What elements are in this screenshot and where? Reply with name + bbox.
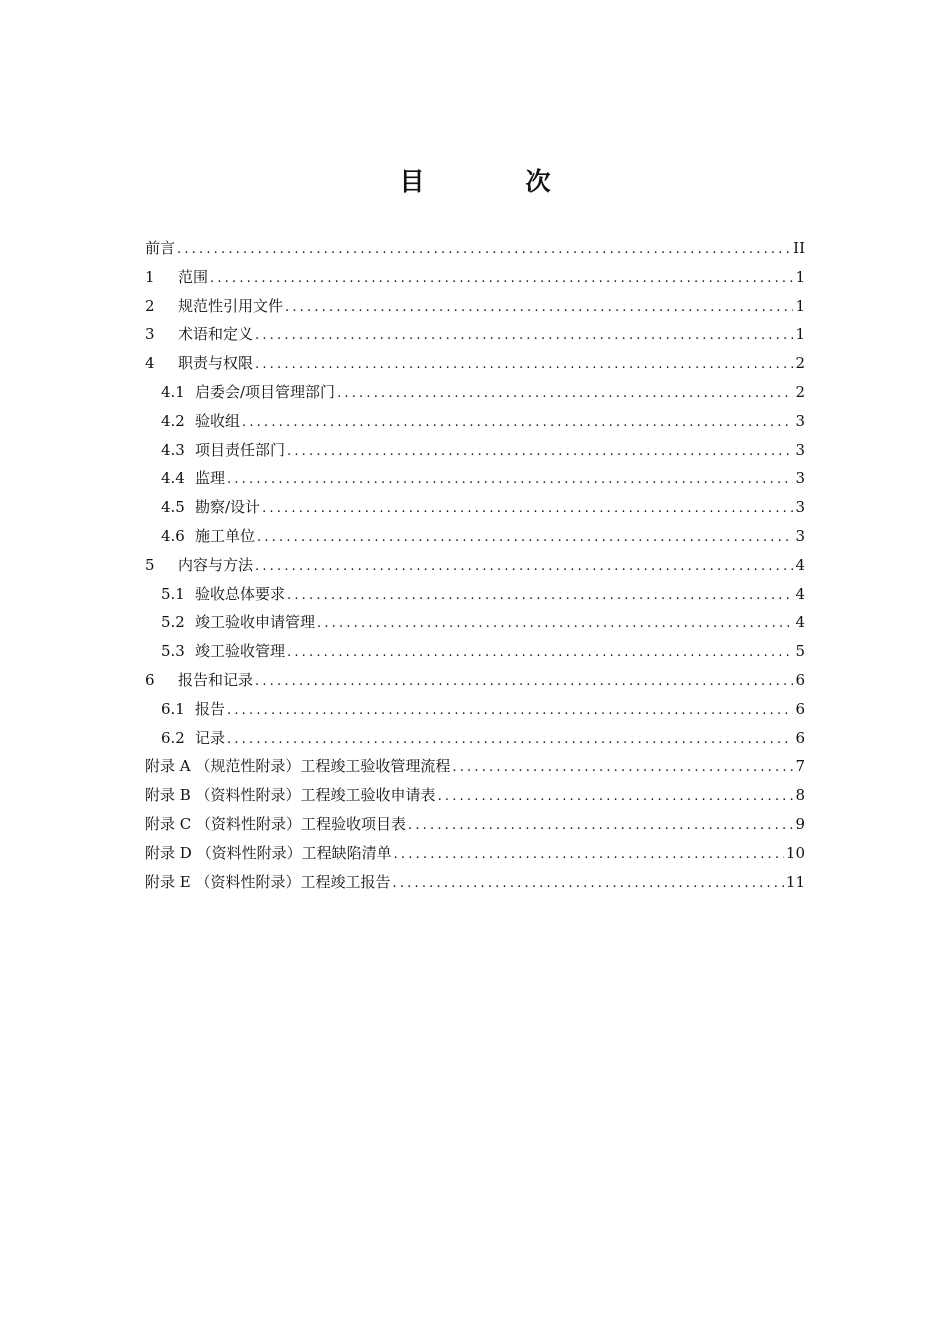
toc-entry-title: 附录 E （资料性附录）工程竣工报告 — [145, 872, 391, 891]
toc-page-number: 3 — [795, 498, 805, 517]
toc-page-number: 10 — [785, 843, 805, 862]
toc-dot-leader — [255, 668, 793, 697]
toc-page-number: 3 — [795, 526, 805, 545]
toc-dot-leader — [287, 639, 793, 668]
toc-page-number: 6 — [795, 728, 805, 747]
toc-entry-title: 术语和定义 — [178, 325, 254, 344]
page-title: 目 次 — [399, 167, 589, 196]
toc-page-number: 1 — [795, 267, 805, 286]
toc-page-number: 6 — [795, 699, 805, 718]
toc-entry-title: 验收组 — [195, 411, 241, 430]
toc-dot-leader — [242, 409, 793, 438]
toc-dot-leader — [393, 870, 784, 899]
toc-entry[interactable] — [145, 695, 805, 724]
toc-entry[interactable] — [145, 810, 805, 839]
toc-dot-leader — [227, 466, 793, 495]
toc-entry-title: 范围 — [178, 267, 209, 286]
toc-entry[interactable] — [145, 464, 805, 493]
toc-page-number: 9 — [795, 814, 805, 833]
toc-dot-leader — [337, 380, 793, 409]
toc-entry-number: 2 — [145, 296, 155, 315]
toc-dot-leader — [452, 754, 793, 783]
toc-entry-number: 4.1 — [161, 382, 185, 401]
toc-entry-number: 5.1 — [161, 584, 185, 603]
toc-entry-number: 4.5 — [161, 498, 185, 517]
toc-page-number: 2 — [795, 354, 805, 373]
toc-entry[interactable] — [145, 320, 805, 349]
toc-entry[interactable] — [145, 608, 805, 637]
toc-entry-title: 施工单位 — [195, 526, 256, 545]
toc-dot-leader — [317, 610, 793, 639]
toc-dot-leader — [255, 553, 793, 582]
toc-entry[interactable] — [145, 522, 805, 551]
toc-entry-number: 4.4 — [161, 469, 185, 488]
toc-page-number: 7 — [795, 757, 805, 776]
toc-entry-title: 附录 B （资料性附录）工程竣工验收申请表 — [145, 786, 436, 805]
toc-dot-leader — [408, 812, 793, 841]
toc-page-number: 3 — [795, 440, 805, 459]
toc-entry-number: 3 — [145, 325, 155, 344]
toc-entry-number: 6 — [145, 670, 155, 689]
toc-entry[interactable] — [145, 752, 805, 781]
toc-page-number: 2 — [795, 382, 805, 401]
toc-page-number: 1 — [795, 325, 805, 344]
toc-dot-leader — [438, 783, 794, 812]
toc-entry-number: 6.1 — [161, 699, 185, 718]
toc-entry-number: 5.3 — [161, 642, 185, 661]
toc-dot-leader — [285, 294, 793, 323]
toc-entry-title: 启委会/项目管理部门 — [195, 382, 336, 401]
toc-entry-number: 5.2 — [161, 613, 185, 632]
toc-entry-title: 附录 C （资料性附录）工程验收项目表 — [145, 814, 407, 833]
toc-page-number: 4 — [795, 613, 805, 632]
toc-entry[interactable] — [145, 666, 805, 695]
toc-entry-title: 附录 A （规范性附录）工程竣工验收管理流程 — [145, 757, 451, 776]
toc-entry[interactable] — [145, 724, 805, 753]
toc-entry[interactable] — [145, 234, 805, 263]
toc-dot-leader — [255, 351, 793, 380]
toc-page-number: 3 — [795, 411, 805, 430]
toc-entry[interactable] — [145, 839, 805, 868]
toc-dot-leader — [177, 236, 791, 265]
toc-dot-leader — [227, 697, 793, 726]
toc-entry-number: 4 — [145, 354, 155, 373]
toc-entry-title: 规范性引用文件 — [178, 296, 284, 315]
toc-entry[interactable] — [145, 868, 805, 897]
toc-entry-title: 验收总体要求 — [195, 584, 286, 603]
toc-page-number: 4 — [795, 584, 805, 603]
toc-dot-leader — [287, 582, 793, 611]
toc-dot-leader — [210, 265, 793, 294]
table-of-contents — [145, 234, 805, 896]
toc-entry-title: 内容与方法 — [178, 555, 254, 574]
toc-dot-leader — [287, 438, 793, 467]
toc-entry-title: 职责与权限 — [178, 354, 254, 373]
toc-entry[interactable] — [145, 263, 805, 292]
toc-entry-number: 6.2 — [161, 728, 185, 747]
toc-entry[interactable] — [145, 292, 805, 321]
toc-dot-leader — [255, 322, 793, 351]
toc-page-number: 6 — [795, 670, 805, 689]
toc-entry-number: 4.2 — [161, 411, 185, 430]
toc-entry-title: 监理 — [195, 469, 226, 488]
toc-entry[interactable] — [145, 551, 805, 580]
toc-entry-number: 4.3 — [161, 440, 185, 459]
toc-entry[interactable] — [145, 349, 805, 378]
toc-entry[interactable] — [145, 407, 805, 436]
toc-entry-number: 5 — [145, 555, 155, 574]
toc-entry[interactable] — [145, 637, 805, 666]
toc-entry-title: 附录 D （资料性附录）工程缺陷清单 — [145, 843, 392, 862]
toc-entry-title: 报告 — [195, 699, 226, 718]
toc-dot-leader — [227, 726, 793, 755]
toc-entry-title: 记录 — [195, 728, 226, 747]
toc-entry-title: 项目责任部门 — [195, 440, 286, 459]
toc-entry-title: 竣工验收申请管理 — [195, 613, 316, 632]
toc-entry[interactable] — [145, 781, 805, 810]
toc-page-number: 1 — [795, 296, 805, 315]
toc-page-number: 5 — [795, 642, 805, 661]
toc-entry-title: 勘察/设计 — [195, 498, 261, 517]
toc-entry-number: 4.6 — [161, 526, 185, 545]
toc-entry-title: 前言 — [145, 239, 176, 257]
toc-entry[interactable] — [145, 436, 805, 465]
toc-page-number: 8 — [795, 786, 805, 805]
toc-page-number: II — [793, 239, 805, 257]
toc-entry-title: 竣工验收管理 — [195, 642, 286, 661]
toc-entry[interactable] — [145, 580, 805, 609]
toc-page-number: 11 — [785, 872, 805, 891]
toc-dot-leader — [257, 524, 793, 553]
toc-entry-title: 报告和记录 — [178, 670, 254, 689]
toc-dot-leader — [394, 841, 784, 870]
toc-dot-leader — [262, 495, 793, 524]
toc-entry-number: 1 — [145, 267, 155, 286]
toc-page-number: 4 — [795, 555, 805, 574]
toc-entry[interactable] — [145, 378, 805, 407]
toc-page-number: 3 — [795, 469, 805, 488]
toc-entry[interactable] — [145, 493, 805, 522]
